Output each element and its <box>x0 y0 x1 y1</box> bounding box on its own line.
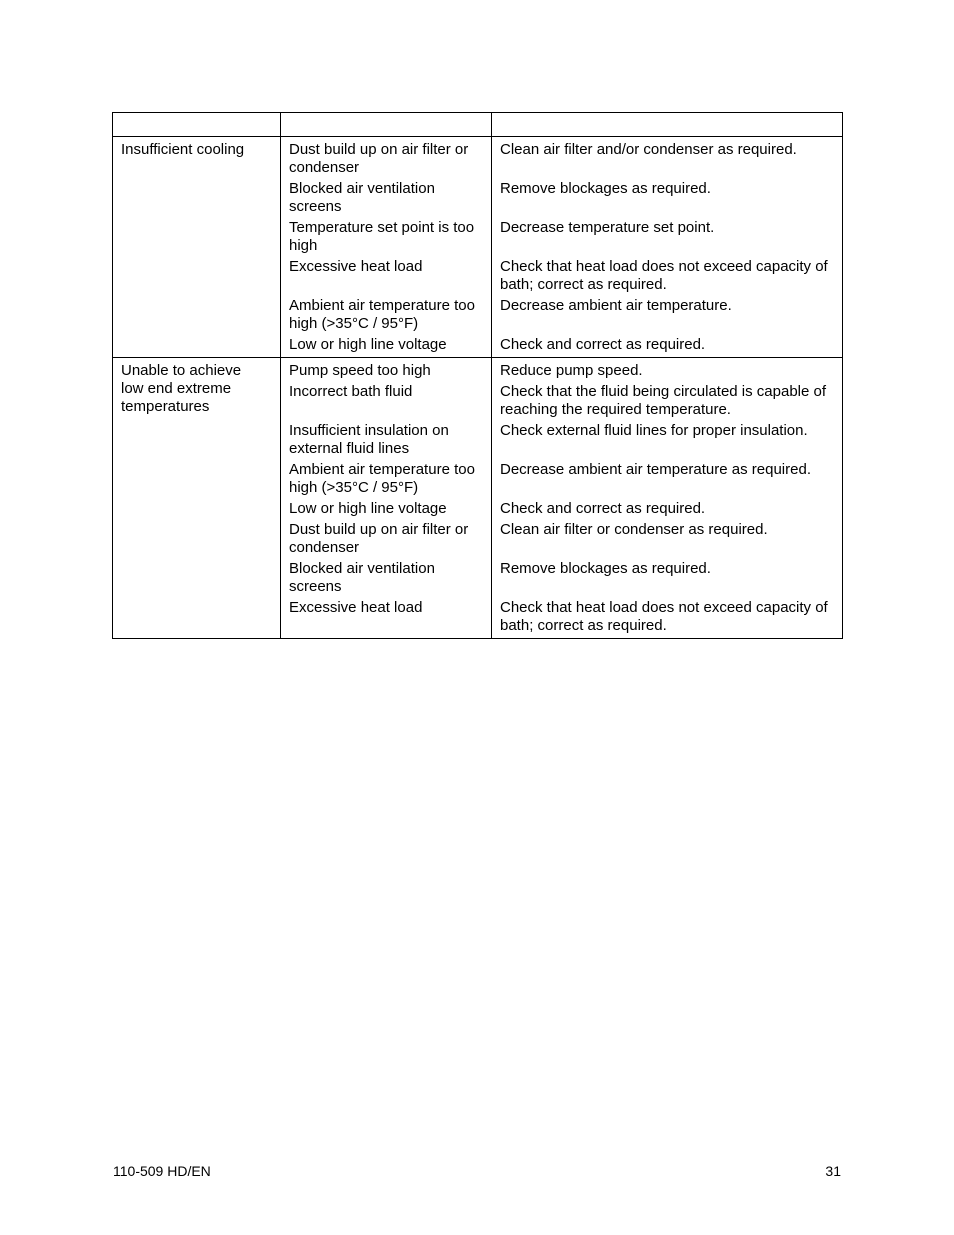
cause-item: Excessive heat load <box>289 258 423 275</box>
problem-text: Unable to achieve low end extreme temperatures <box>121 362 242 415</box>
action-item: Check that heat load does not exceed capacity of bath; correct as required. <box>500 258 828 293</box>
action-item: Clean air filter or condenser as required. <box>500 521 768 538</box>
action-item: Clean air filter and/or condenser as required. <box>500 141 797 158</box>
action-item: Decrease ambient air temperature as required. <box>500 461 811 478</box>
action-cell <box>492 358 843 639</box>
table-row <box>113 358 843 639</box>
cause-item: Temperature set point is too high <box>289 219 475 254</box>
action-item: Remove blockages as required. <box>500 560 711 577</box>
action-item: Reduce pump speed. <box>500 362 643 379</box>
problem-cell <box>113 137 281 358</box>
action-item: Check that heat load does not exceed capacity of bath; correct as required. <box>500 599 828 634</box>
cause-item: Excessive heat load <box>289 599 423 616</box>
table-row <box>113 137 843 358</box>
cause-item: Ambient air temperature too high (>35°C / 95°F) <box>289 297 475 332</box>
cause-item: Blocked air ventilation screens <box>289 180 435 215</box>
cause-item: Blocked air ventilation screens <box>289 560 435 595</box>
action-item: Decrease temperature set point. <box>500 219 715 236</box>
action-item: Check that the fluid being circulated is capable of reaching the required temperature. <box>500 383 827 418</box>
footer-doc-id: 110-509 HD/EN <box>113 1163 211 1179</box>
cause-item: Low or high line voltage <box>289 336 447 353</box>
action-cell <box>492 137 843 358</box>
cause-item: Pump speed too high <box>289 362 431 379</box>
footer-page-number: 31 <box>825 1163 841 1179</box>
action-item: Check and correct as required. <box>500 336 706 353</box>
troubleshooting-table <box>112 112 843 639</box>
header-cell-cause <box>281 113 492 137</box>
cause-item: Dust build up on air filter or condenser <box>289 141 469 176</box>
table-header-row <box>113 113 843 137</box>
problem-text: Insufficient cooling <box>121 141 245 158</box>
cause-item: Low or high line voltage <box>289 500 447 517</box>
action-item: Remove blockages as required. <box>500 180 711 197</box>
cause-cell <box>281 358 492 639</box>
cause-cell <box>281 137 492 358</box>
header-cell-problem <box>113 113 281 137</box>
action-item: Check and correct as required. <box>500 500 706 517</box>
cause-item: Dust build up on air filter or condenser <box>289 521 469 556</box>
problem-cell <box>113 358 281 639</box>
cause-item: Insufficient insulation on external fluid lines <box>289 422 449 457</box>
cause-item: Ambient air temperature too high (>35°C / 95°F) <box>289 461 475 496</box>
action-item: Decrease ambient air temperature. <box>500 297 732 314</box>
cause-item: Incorrect bath fluid <box>289 383 413 400</box>
action-item: Check external fluid lines for proper insulation. <box>500 422 808 439</box>
header-cell-action <box>492 113 843 137</box>
